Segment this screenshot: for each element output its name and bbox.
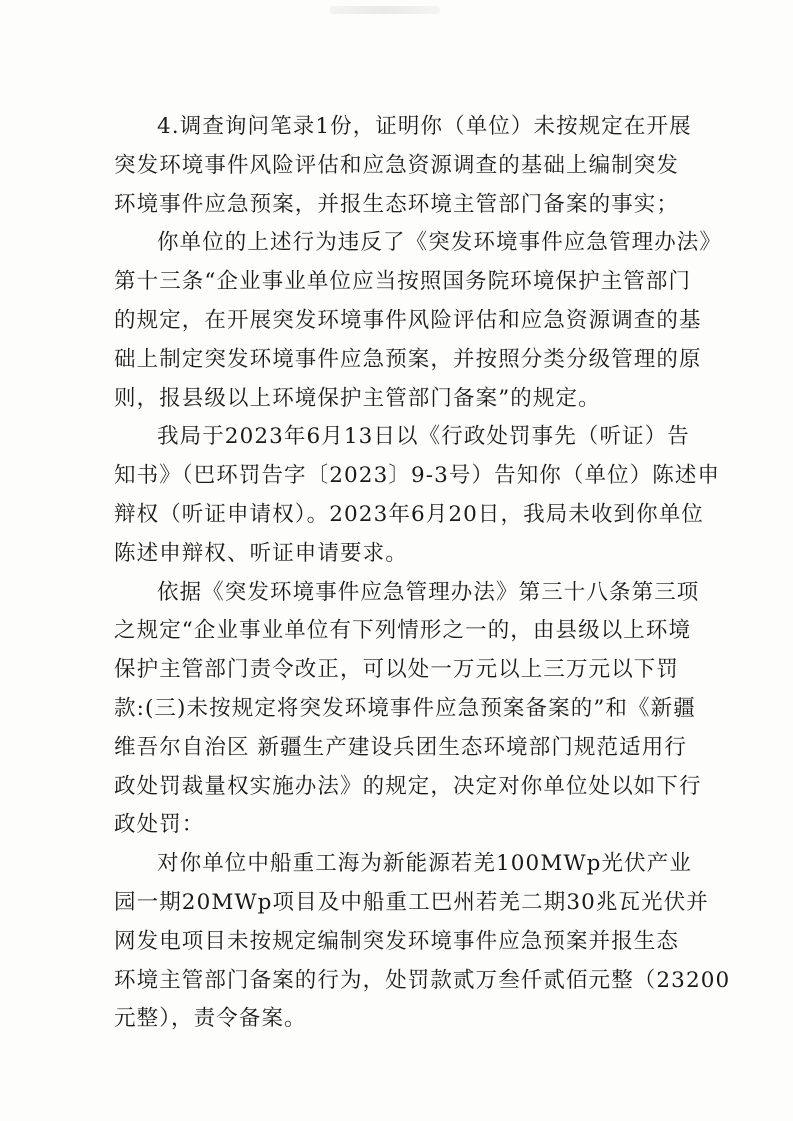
text-line: 4.调查询问笔录1份，证明你（单位）未按规定在开展 [157, 114, 692, 139]
paragraph [114, 845, 731, 1039]
text-line: 础上制定突发环境事件应急预案，并按照分类分级管理的原 [114, 346, 702, 372]
text-line: 环境事件应急预案，并报生态环境主管部门备案的事实； [114, 191, 680, 217]
text-line: 我局于2023年6月13日以《行政处罚事先（听证）告 [157, 424, 690, 450]
text-line: 突发环境事件风险评估和应急资源调查的基础上编制突发 [114, 152, 680, 178]
text-line: 维吾尔自治区 新疆生产建设兵团生态环境部门规范适用行 [114, 734, 687, 760]
text-line: 辩权（听证申请权）。2023年6月20日，我局未收到你单位 [114, 501, 704, 527]
text-line: 政处罚： [114, 812, 205, 838]
text-line: 政处罚裁量权实施办法》的规定，决定对你单位处以如下行 [114, 773, 702, 799]
text-line: 元整），责令备案。 [114, 1006, 307, 1032]
text-line: 保护主管部门责令改正，可以处一万元以上三万元以下罚 [114, 657, 680, 683]
paragraph [114, 108, 692, 224]
text-line: 的规定，在开展突发环境事件风险评估和应急资源调查的基 [114, 307, 702, 333]
document-body [114, 108, 731, 1039]
text-line: 网发电项目未按规定编制突发环境事件应急预案并报生态 [114, 928, 680, 954]
text-line: 知书》（巴环罚告字〔2023〕9-3号）告知你（单位）陈述申 [114, 463, 721, 489]
text-line: 则，报县级以上环境保护主管部门备案”的规定。 [114, 385, 601, 411]
text-line: 环境主管部门备案的行为，处罚款贰万叁仟贰佰元整（23200 [114, 967, 731, 993]
text-line: 陈述申辩权、听证申请要求。 [114, 540, 408, 566]
paragraph [114, 224, 723, 418]
text-line: 对你单位中船重工海为新能源若羌100MWp光伏产业 [157, 851, 692, 877]
text-line: 依据《突发环境事件应急管理办法》第三十八条第三项 [157, 579, 700, 605]
paragraph [114, 418, 721, 573]
text-line: 第十三条“企业事业单位应当按照国务院环境保护主管部门 [114, 269, 692, 295]
scan-artifact [330, 6, 440, 14]
paragraph [114, 574, 702, 846]
text-line: 之规定“企业事业单位有下列情形之一的，由县级以上环境 [114, 618, 692, 644]
text-line: 款:(三)未按规定将突发环境事件应急预案备案的”和《新疆 [114, 695, 696, 721]
text-line: 你单位的上述行为违反了《突发环境事件应急管理办法》 [157, 230, 723, 256]
text-line: 园一期20MWp项目及中船重工巴州若羌二期30兆瓦光伏并 [114, 889, 709, 915]
